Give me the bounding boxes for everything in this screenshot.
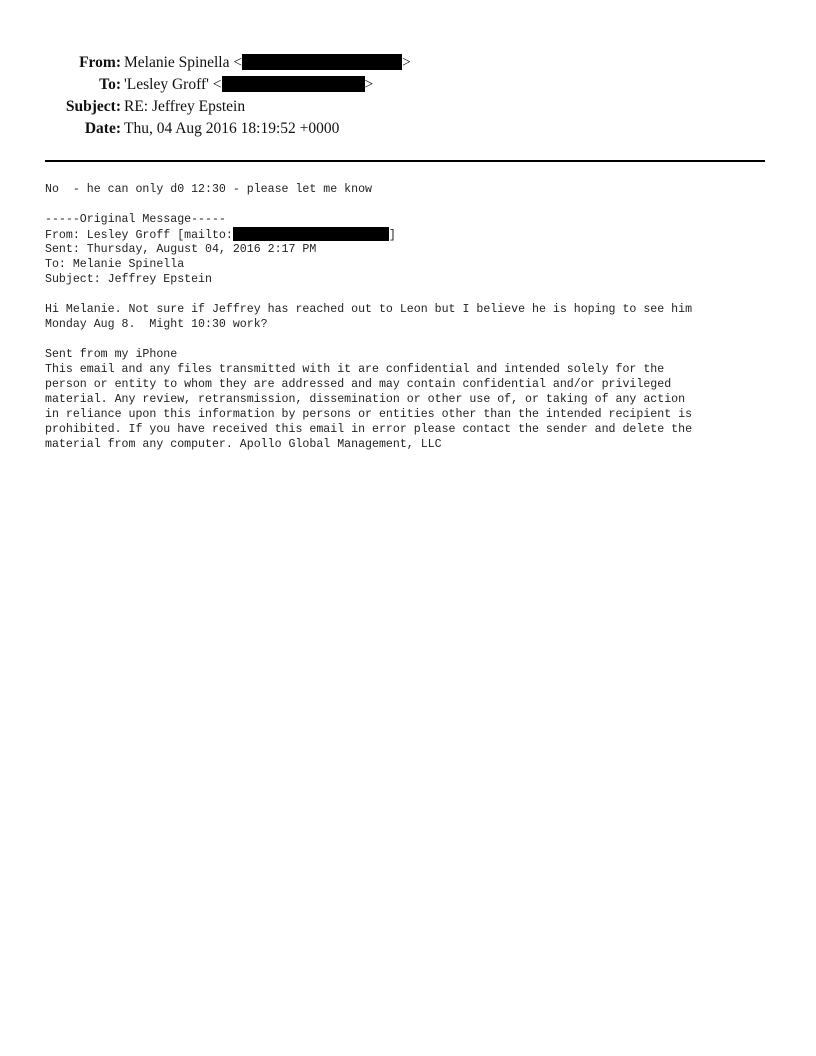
disclaimer-line: material. Any review, retransmission, dissemination or other use of, or taking of any action xyxy=(45,393,686,406)
date-value: Thu, 04 Aug 2016 18:19:52 +0000 xyxy=(124,120,340,137)
date-label: Date: xyxy=(84,120,121,137)
reply-text: No - he can only d0 12:30 - please let me know xyxy=(45,183,372,196)
redaction-block xyxy=(233,227,389,241)
original-from-line xyxy=(45,227,785,242)
to-value: 'Lesley Groff' < xyxy=(124,76,222,93)
disclaimer-line: in reliance upon this information by persons or entities other than the intended recipient is xyxy=(45,408,693,421)
disclaimer-line: prohibited. If you have received this email in error please contact the sender and delete the xyxy=(45,423,693,436)
original-to-line: To: Melanie Spinella xyxy=(45,258,185,271)
disclaimer-line: person or entity to whom they are addressed and may contain confidential and/or privileged xyxy=(45,378,672,391)
original-from-prefix: From: Lesley Groff [mailto: xyxy=(45,229,233,242)
email-body xyxy=(45,182,785,452)
original-sent-line: Sent: Thursday, August 04, 2016 2:17 PM xyxy=(45,243,317,256)
to-close: > xyxy=(364,76,374,93)
disclaimer-line: This email and any files transmitted with it are confidential and intended solely for the xyxy=(45,363,665,376)
subject-label: Subject: xyxy=(65,98,121,115)
from-close: > xyxy=(402,54,411,71)
redaction-block xyxy=(222,76,365,92)
original-from-suffix: ] xyxy=(388,229,396,242)
signature-line: Sent from my iPhone xyxy=(45,348,178,361)
original-message-marker: -----Original Message----- xyxy=(45,213,226,226)
redaction-block xyxy=(242,54,402,70)
header-divider xyxy=(45,160,765,162)
disclaimer-line: material from any computer. Apollo Global Management, LLC xyxy=(45,438,442,451)
to-label: To: xyxy=(99,76,121,93)
message-line: Hi Melanie. Not sure if Jeffrey has reached out to Leon but I believe he is hoping to see him xyxy=(45,303,693,316)
from-label: From: xyxy=(79,54,121,71)
from-value: Melanie Spinella < xyxy=(124,54,243,71)
original-subject-line: Subject: Jeffrey Epstein xyxy=(45,273,212,286)
subject-value: RE: Jeffrey Epstein xyxy=(124,98,246,115)
message-line: Monday Aug 8. Might 10:30 work? xyxy=(45,318,268,331)
